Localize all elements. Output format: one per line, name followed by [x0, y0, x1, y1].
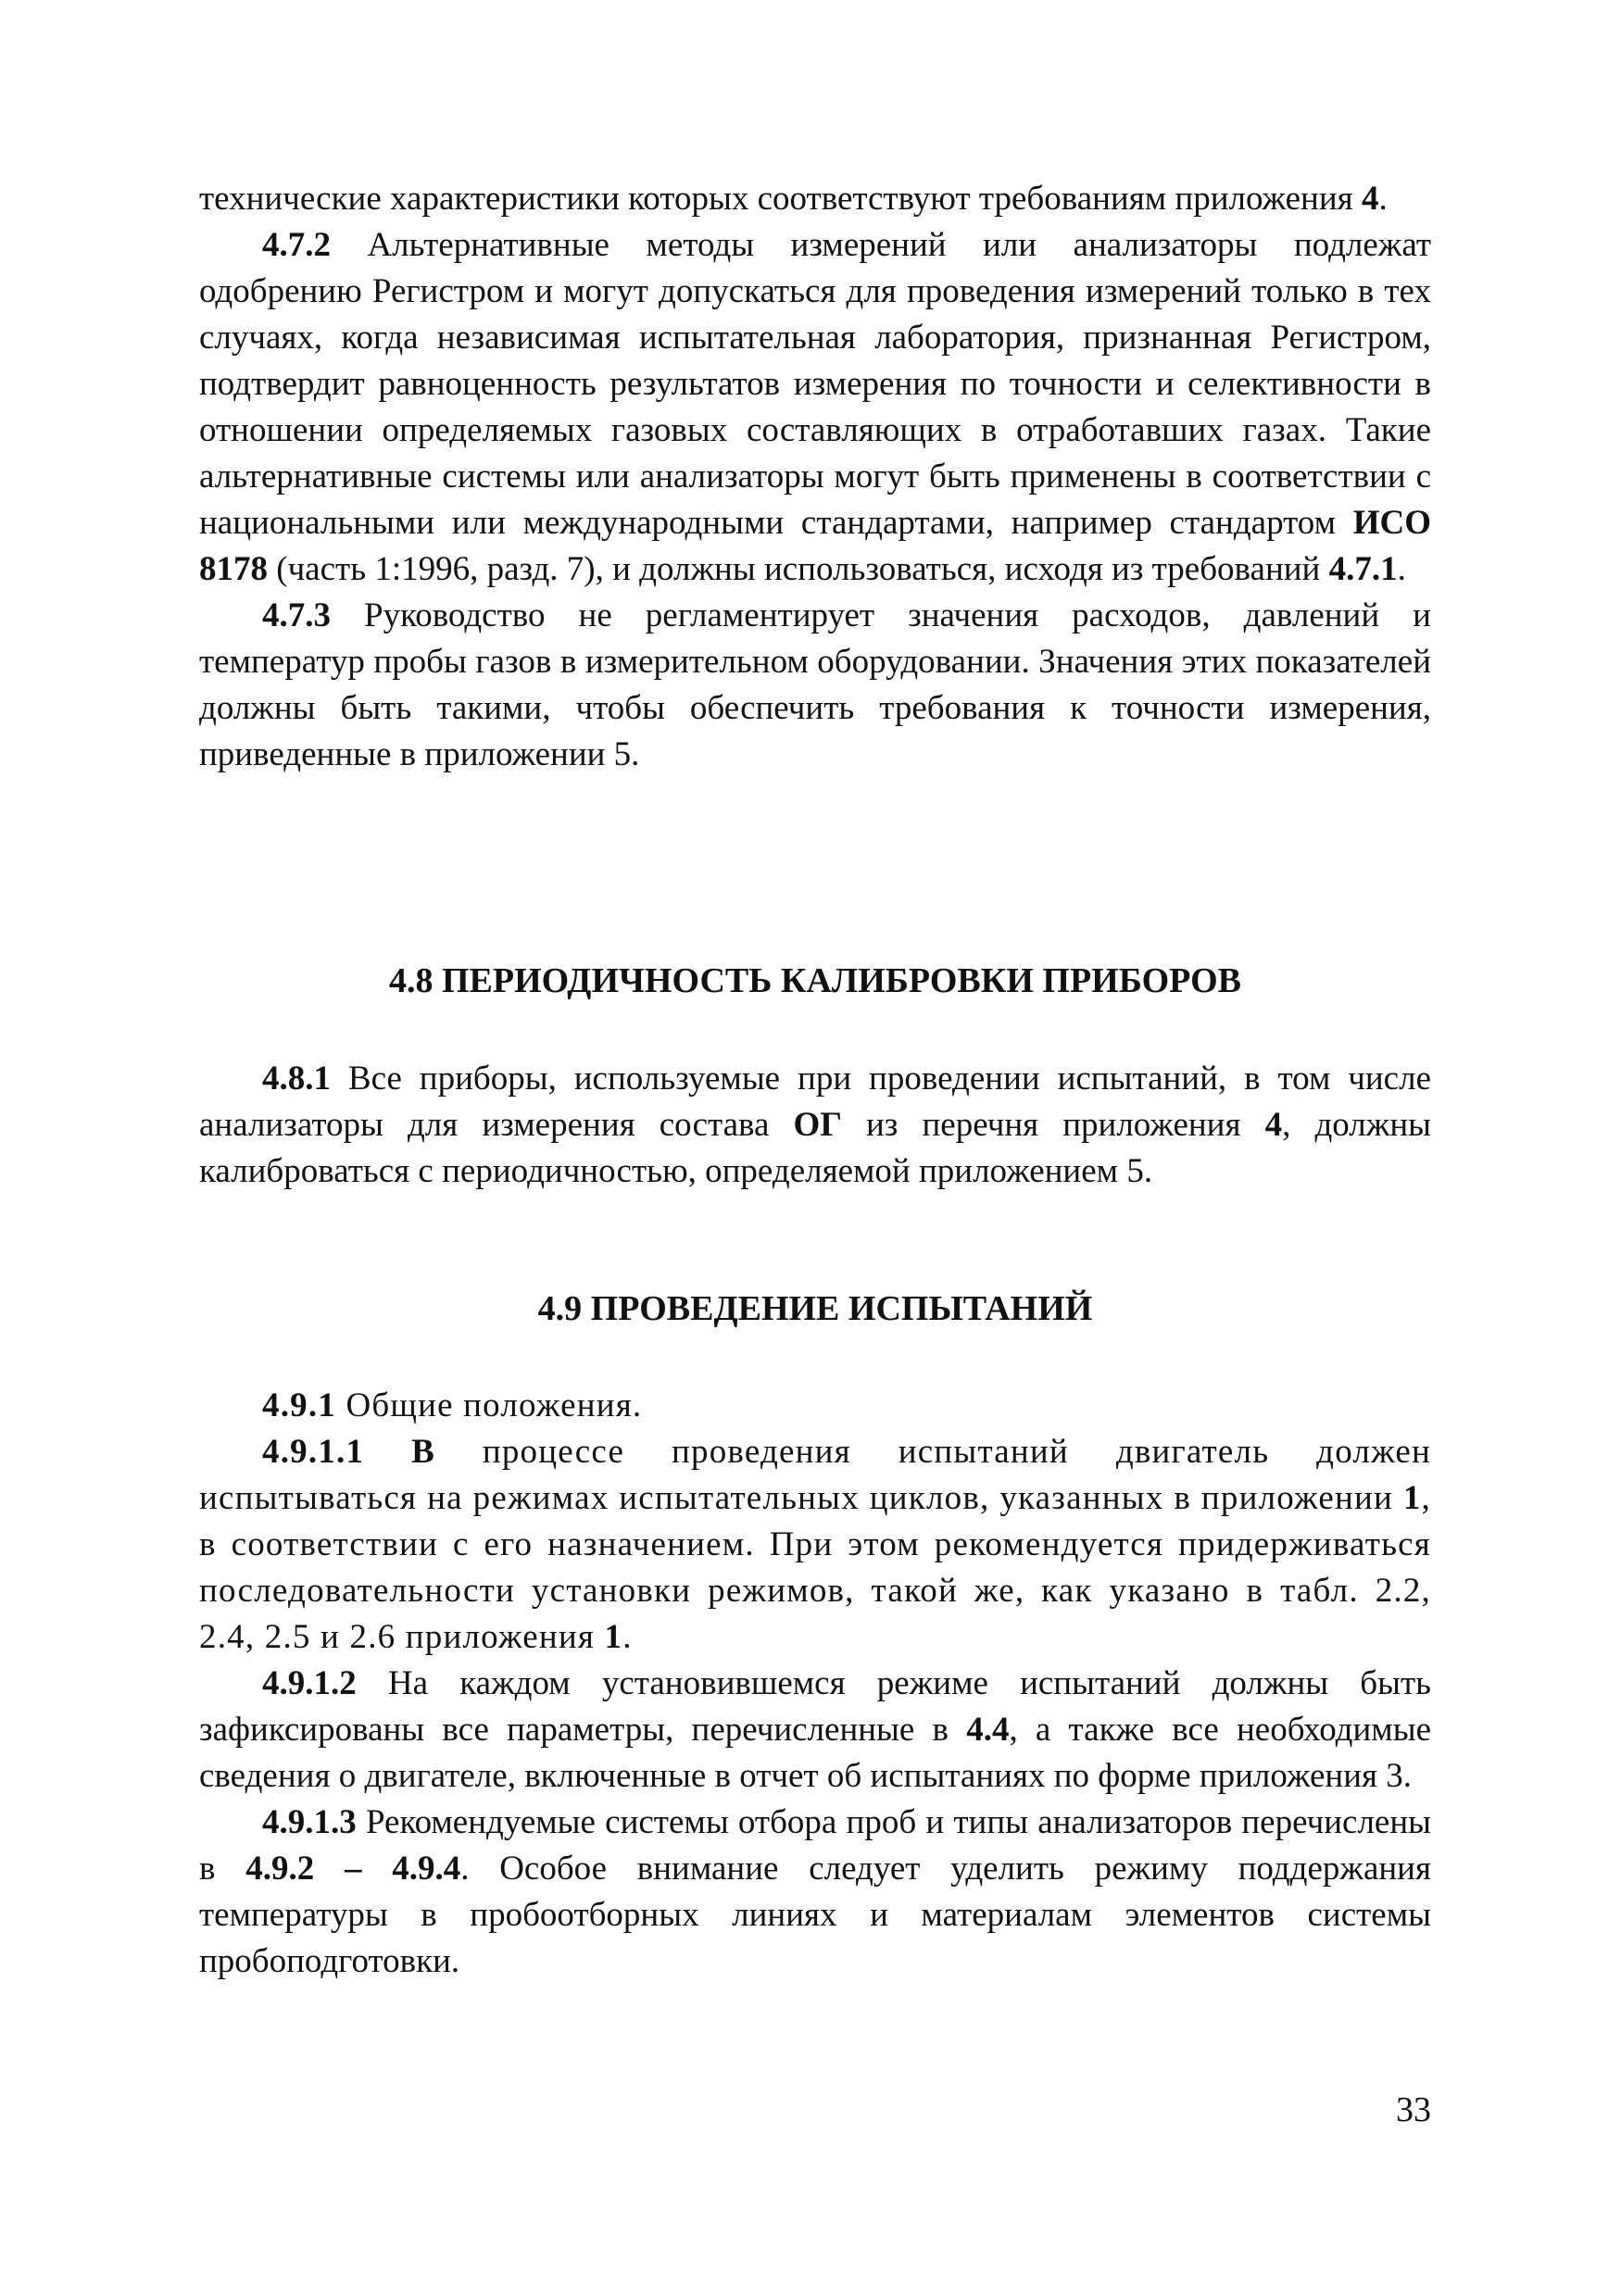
section-number: 4.9.1	[262, 1386, 336, 1424]
paragraphs-4-8	[199, 1056, 1431, 1195]
bold-ref: 4.9.2 – 4.9.4	[245, 1850, 461, 1888]
paragraph-4-8-1: 4.8.1 Все приборы, используемые при проведении испытаний, в том числе анализаторы для измерения состава ОГ из перечня приложения 4, должны калиброваться с периодичностью, определяемой приложением 5.	[199, 1060, 1431, 1190]
paragraphs-4-7	[199, 176, 1431, 778]
bold-ref: ОГ	[793, 1106, 842, 1144]
bold-ref: 4.4	[966, 1711, 1010, 1749]
paragraph-4-9-1-1: 4.9.1.1 В процессе проведения испытаний двигатель должен испытываться на режимах испытательных циклов, указанных в приложении 1, в соответствии с его назначением. При этом рекомендуется придерживаться последовательности установки режимов, такой же, как указано в табл. 2.2, 2.4, 2.5 и 2.6 приложения 1.	[199, 1433, 1431, 1656]
section-heading-4-8: 4.8 ПЕРИОДИЧНОСТЬ КАЛИБРОВКИ ПРИБОРОВ	[388, 961, 1242, 1000]
page-number: 33	[1396, 2090, 1431, 2129]
bold-ref: 1	[604, 1618, 623, 1656]
paragraph-4-7-3: 4.7.3 Руководство не регламентирует значения расходов, давлений и температур пробы газов в измерительном оборудовании. Значения этих показателей должны быть такими, чтобы обеспечить требования к точности измерения, приведенные в приложении 5.	[199, 596, 1431, 773]
bold-ref: 1	[1402, 1479, 1422, 1517]
section-number: 4.9.1.1	[262, 1433, 365, 1471]
bold-ref: 4	[1264, 1106, 1283, 1144]
section-heading-4-9: 4.9 ПРОВЕДЕНИЕ ИСПЫТАНИЙ	[537, 1289, 1093, 1328]
paragraph-4-9-1: 4.9.1 Общие положения.	[262, 1386, 643, 1424]
bold-ref: 4.7.1	[1328, 550, 1398, 588]
section-number: 4.8.1	[262, 1060, 331, 1098]
paragraphs-4-9	[199, 1383, 1431, 1985]
paragraph-continuation: технические характеристики которых соответствуют требованиям приложения 4.	[199, 180, 1388, 218]
section-number: 4.7.2	[262, 226, 331, 264]
paragraph-4-9-1-2: 4.9.1.2 На каждом установившемся режиме испытаний должны быть зафиксированы все параметры, перечисленные в 4.4, а также все необходимые сведения о двигателе, включенные в отчет об испытаниях по форме приложения 3.	[199, 1664, 1431, 1795]
section-number: 4.9.1.2	[262, 1664, 357, 1702]
paragraph-4-7-2: 4.7.2 Альтернативные методы измерений или анализаторы подлежат одобрению Регистром и могут допускаться для проведения измерений только в тех случаях, когда независимая испытательная лаборатория, признанная Регистром, подтвердит равноценность результатов измерения по точности и селективности в отношении определяемых газовых составляющих в отработавших газах. Такие альтернативные системы или анализаторы могут быть применены в соответствии с национальными или международными стандартами, например стандартом ИСО 8178 (часть 1:1996, разд. 7), и должны использоваться, исходя из требований 4.7.1.	[199, 226, 1431, 588]
bold-ref: В	[411, 1433, 435, 1471]
section-number: 4.9.1.3	[262, 1803, 357, 1841]
paragraph-4-9-1-3: 4.9.1.3 Рекомендуемые системы отбора проб и типы анализаторов перечислены в 4.9.2 – 4.9.4. Особое внимание следует уделить режиму поддержания температуры в пробоотборных линиях и материалам элементов системы пробоподготовки.	[199, 1803, 1431, 1980]
bold-ref: ИСО 8178	[199, 504, 1431, 588]
section-number: 4.7.3	[262, 596, 331, 634]
bold-ref: 4	[1361, 180, 1379, 218]
